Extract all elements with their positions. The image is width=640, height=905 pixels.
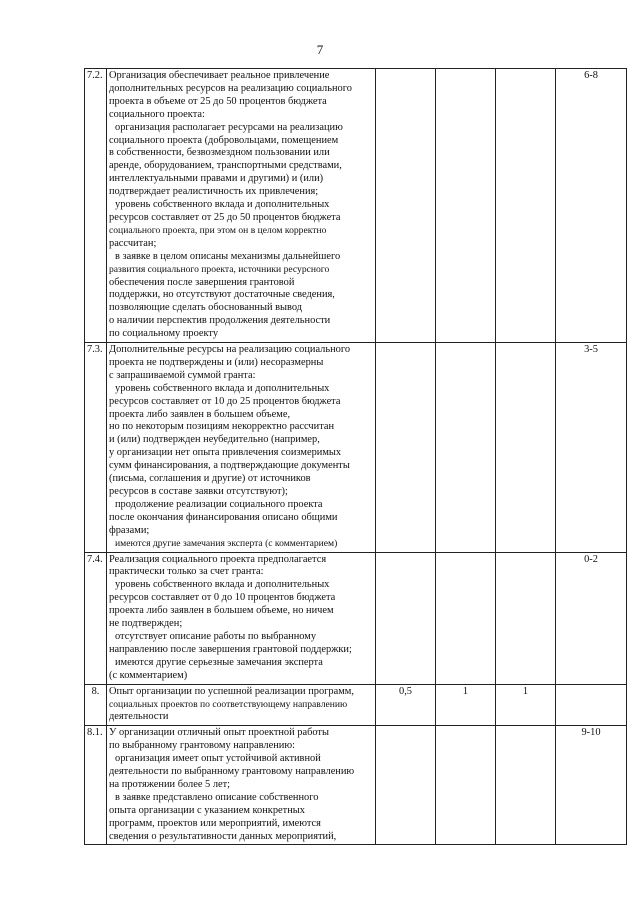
description-line: ресурсов в составе заявки отсутствуют); bbox=[109, 486, 288, 497]
page-number: 7 bbox=[316, 42, 324, 57]
criterion-number: 8. bbox=[85, 684, 107, 726]
description-line: социального проекта (добровольцами, помещением bbox=[109, 134, 339, 146]
description-line: в заявке представлено описание собственного bbox=[115, 791, 319, 803]
description-line: Дополнительные ресурсы на реализацию социального bbox=[109, 344, 351, 356]
description-line: рассчитан; bbox=[109, 237, 157, 249]
criterion-number: 8.1. bbox=[85, 726, 107, 845]
description-line: интеллектуальными правами и другими) и (или) bbox=[109, 173, 324, 185]
description-line: деятельности bbox=[109, 711, 169, 723]
score-range: 6-8 bbox=[556, 69, 627, 343]
description-line: не подтвержден; bbox=[109, 618, 183, 630]
weight-cell-c bbox=[496, 69, 556, 343]
weight-cell-b: 1 bbox=[436, 684, 496, 726]
description-line: Организация обеспечивает реальное привлечение bbox=[109, 70, 330, 81]
criterion-description bbox=[107, 552, 376, 684]
table-row bbox=[85, 69, 627, 343]
description-line: социального проекта, при этом он в целом корректно bbox=[109, 224, 327, 236]
description-line: на протяжении более 5 лет; bbox=[109, 778, 231, 790]
description-line: Опыт организации по успешной реализации программ, bbox=[109, 685, 354, 697]
weight-cell-b bbox=[436, 552, 496, 684]
weight-cell-a bbox=[376, 69, 436, 343]
description-line: отсутствует описание работы по выбранному bbox=[115, 630, 317, 642]
weight-cell-b bbox=[436, 69, 496, 343]
description-line: практически только за счет гранта: bbox=[109, 566, 264, 578]
description-line: поддержки, но отсутствуют достаточные сведения, bbox=[109, 289, 335, 301]
score-range: 0-2 bbox=[556, 552, 627, 684]
description-line: ресурсов составляет от 0 до 10 процентов бюджета bbox=[109, 592, 336, 604]
description-line: обеспечения после завершения грантовой bbox=[109, 276, 295, 288]
description-line: с запрашиваемой суммой гранта: bbox=[109, 369, 256, 381]
weight-cell-c bbox=[496, 552, 556, 684]
description-line: фразами; bbox=[109, 524, 150, 536]
description-line: Реализация социального проекта предполагается bbox=[109, 553, 327, 565]
description-line: в заявке в целом описаны механизмы дальнейшего bbox=[115, 250, 341, 262]
weight-cell-a bbox=[376, 726, 436, 845]
description-line: организация имеет опыт устойчивой активной bbox=[115, 753, 321, 765]
criterion-number: 7.4. bbox=[85, 552, 107, 684]
description-line: ресурсов составляет от 25 до 50 процентов бюджета bbox=[109, 211, 341, 223]
criterion-number: 7.2. bbox=[85, 69, 107, 343]
description-line: имеются другие замечания эксперта (с комментарием) bbox=[115, 537, 338, 549]
description-line: проекта в объеме от 25 до 50 процентов бюджета bbox=[109, 95, 327, 107]
criterion-description bbox=[107, 69, 376, 343]
description-line: после окончания финансирования описано общими bbox=[109, 511, 338, 523]
criterion-description bbox=[107, 343, 376, 553]
description-line: социального проекта: bbox=[109, 108, 205, 120]
table-row bbox=[85, 552, 627, 684]
description-line: подтверждает реалистичность их привлечения; bbox=[109, 186, 319, 198]
description-line: проекта не подтверждены и (или) несоразмерны bbox=[109, 356, 324, 368]
criterion-number: 7.3. bbox=[85, 343, 107, 553]
description-line: социальных проектов по соответствующему направлению bbox=[109, 698, 348, 710]
criteria-table-body bbox=[85, 69, 627, 845]
description-line: имеются другие серьезные замечания эксперта bbox=[115, 656, 323, 668]
score-range: 9-10 bbox=[556, 726, 627, 845]
description-line: опыта организации с указанием конкретных bbox=[109, 804, 305, 816]
score-range bbox=[556, 684, 627, 726]
description-line: программ, проектов или мероприятий, имеются bbox=[109, 817, 321, 829]
description-line: и (или) подтвержден неубедительно (например, bbox=[109, 434, 320, 446]
table-row bbox=[85, 726, 627, 845]
description-line: (письма, соглашения и другие) от источников bbox=[109, 473, 311, 485]
table-row bbox=[85, 343, 627, 553]
description-line: о наличии перспектив продолжения деятельности bbox=[109, 315, 331, 327]
criteria-table bbox=[84, 68, 627, 845]
description-line: сумм финансирования, а подтверждающие документы bbox=[109, 460, 350, 472]
description-line: деятельности по выбранному грантовому направлению bbox=[109, 766, 355, 778]
weight-cell-b bbox=[436, 343, 496, 553]
description-line: организация располагает ресурсами на реализацию bbox=[115, 121, 343, 133]
description-line: в собственности, безвозмездном пользовании или bbox=[109, 147, 330, 159]
weight-cell-b bbox=[436, 726, 496, 845]
weight-cell-c: 1 bbox=[496, 684, 556, 726]
score-range: 3-5 bbox=[556, 343, 627, 553]
description-line: проекта либо заявлен в большем объеме, но ничем bbox=[109, 605, 334, 617]
table-row bbox=[85, 684, 627, 726]
description-line: но по некоторым позициям некорректно рассчитан bbox=[109, 421, 335, 433]
criterion-description bbox=[107, 684, 376, 726]
description-line: (с комментарием) bbox=[109, 669, 188, 681]
description-line: уровень собственного вклада и дополнительных bbox=[115, 199, 330, 211]
weight-cell-c bbox=[496, 726, 556, 845]
weight-cell-a bbox=[376, 552, 436, 684]
description-line: сведения о результативности данных мероприятий, bbox=[109, 830, 337, 842]
description-line: направлению после завершения грантовой поддержки; bbox=[109, 643, 352, 655]
description-line: У организации отличный опыт проектной работы bbox=[109, 727, 329, 739]
description-line: по выбранному грантовому направлению: bbox=[109, 740, 295, 752]
description-line: ресурсов составляет от 10 до 25 процентов бюджета bbox=[109, 395, 341, 407]
weight-cell-c bbox=[496, 343, 556, 553]
description-line: дополнительных ресурсов на реализацию социального bbox=[109, 82, 352, 94]
description-line: развития социального проекта, источники ресурсного bbox=[109, 263, 330, 275]
description-line: позволяющие сделать обоснованный вывод bbox=[109, 302, 303, 314]
description-line: по социальному проекту bbox=[109, 328, 219, 340]
description-line: аренде, оборудованием, транспортными средствами, bbox=[109, 160, 342, 172]
description-line: у организации нет опыта привлечения соизмеримых bbox=[109, 447, 342, 459]
description-line: уровень собственного вклада и дополнительных bbox=[115, 579, 330, 591]
description-line: продолжение реализации социального проекта bbox=[115, 498, 323, 510]
description-line: проекта либо заявлен в большем объеме, bbox=[109, 408, 291, 420]
weight-cell-a bbox=[376, 343, 436, 553]
criterion-description bbox=[107, 726, 376, 845]
description-line: уровень собственного вклада и дополнительных bbox=[115, 382, 330, 394]
weight-cell-a: 0,5 bbox=[376, 684, 436, 726]
